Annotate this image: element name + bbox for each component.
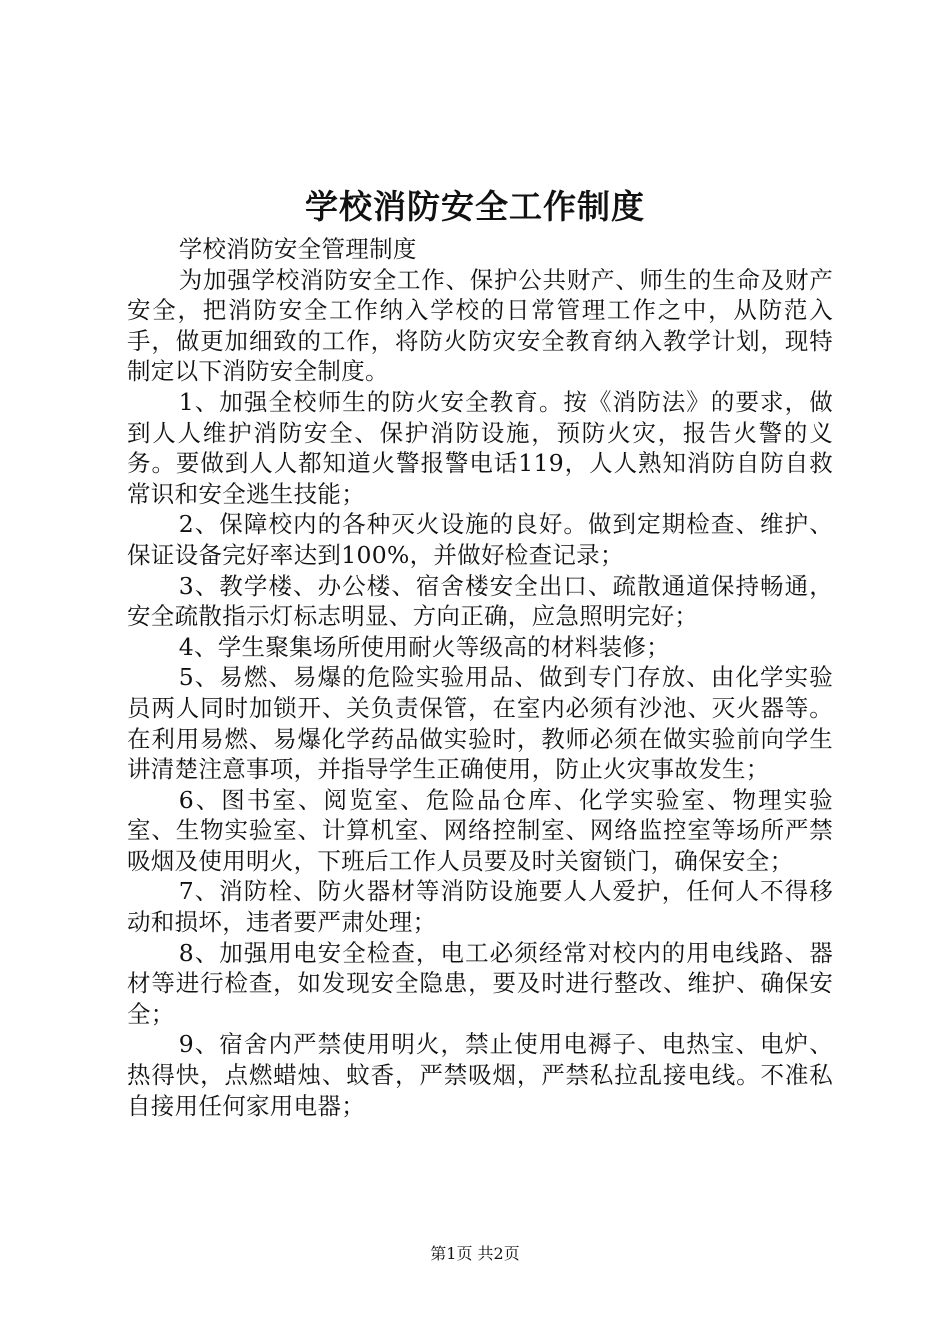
paragraph-rule-7: 7、消防栓、防火器材等消防设施要人人爱护，任何人不得移动和损坏，违者要严肃处理；	[127, 877, 833, 937]
paragraph-rule-1: 1、加强全校师生的防火安全教育。按《消防法》的要求，做到人人维护消防安全、保护消防设施，预防火灾，报告火警的义务。要做到人人都知道火警报警电话119，人人熟知消防自防自救常识和安全逃生技能；	[127, 387, 833, 508]
paragraph-rule-2: 2、保障校内的各种灭火设施的良好。做到定期检查、维护、保证设备完好率达到100%，并做好检查记录；	[127, 510, 833, 569]
paragraph-subtitle: 学校消防安全管理制度	[178, 235, 417, 263]
paragraph-rule-3: 3、教学楼、办公楼、宿舍楼安全出口、疏散通道保持畅通，安全疏散指示灯标志明显、方向正确，应急照明完好；	[127, 571, 833, 631]
paragraph-intro: 为加强学校消防安全工作、保护公共财产、师生的生命及财产安全，把消防安全工作纳入学校的日常管理工作之中，从防范入手，做更加细致的工作，将防火防灾安全教育纳入教学计划，现特制定以下消防安全制度。	[127, 265, 833, 386]
paragraph-rule-6: 6、图书室、阅览室、危险品仓库、化学实验室、物理实验室、生物实验室、计算机室、网络控制室、网络监控室等场所严禁吸烟及使用明火，下班后工作人员要及时关窗锁门，确保安全；	[127, 785, 833, 875]
paragraph-rule-9: 9、宿舍内严禁使用明火，禁止使用电褥子、电热宝、电炉、热得快，点燃蜡烛、蚊香，严禁吸烟，严禁私拉乱接电线。不准私自接用任何家用电器；	[127, 1030, 833, 1120]
page-footer: 第1页 共2页	[430, 1244, 520, 1263]
paragraph-rule-5: 5、易燃、易爆的危险实验用品、做到专门存放、由化学实验员两人同时加锁开、关负责保管，在室内必须有沙池、灭火器等。在利用易燃、易爆化学药品做实验时，教师必须在做实验前向学生讲清楚注意事项，并指导学生正确使用，防止火灾事故发生；	[127, 663, 833, 784]
document-title: 学校消防安全工作制度	[305, 187, 645, 226]
paragraph-rule-8: 8、加强用电安全检查，电工必须经常对校内的用电线路、器材等进行检查，如发现安全隐患，要及时进行整改、维护、确保安全；	[127, 938, 833, 1028]
paragraph-rule-4: 4、学生聚集场所使用耐火等级高的材料装修；	[178, 632, 670, 661]
document-body	[127, 234, 833, 1121]
